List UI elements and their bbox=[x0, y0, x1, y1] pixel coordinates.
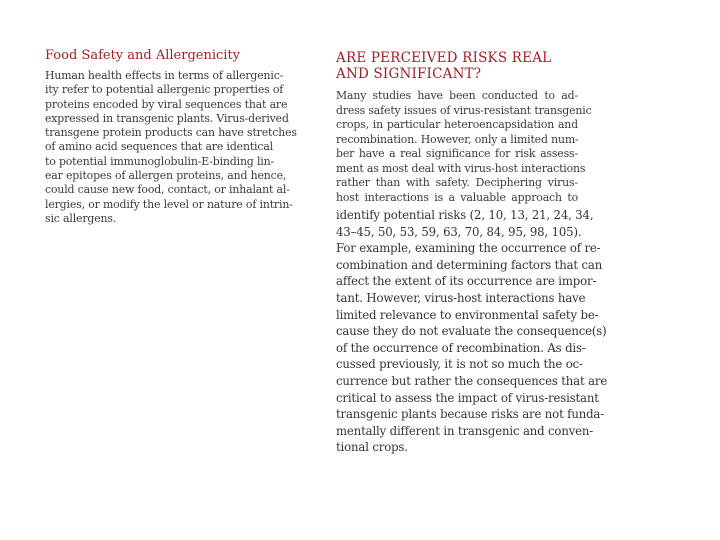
text-line: ment as most deal with virus-host interactions bbox=[336, 161, 586, 175]
left-body-text bbox=[45, 69, 297, 226]
text-line: lergies, or modify the level or nature of intrin- bbox=[45, 197, 293, 211]
text-line: rather than with safety. Deciphering virus- bbox=[336, 176, 578, 189]
text-line: cause they do not evaluate the consequence(s) bbox=[336, 324, 607, 339]
text-line: limited relevance to environmental safety be- bbox=[336, 307, 599, 322]
section-heading-perceived-risks bbox=[336, 50, 578, 82]
text-line: tional crops. bbox=[336, 440, 408, 455]
text-line: Many studies have been conducted to ad- bbox=[336, 89, 578, 102]
right-body-text-part-b bbox=[336, 207, 608, 456]
text-line: cussed previously, it is not so much the oc- bbox=[336, 357, 583, 372]
text-line: ber have a real significance for risk assess- bbox=[336, 147, 578, 160]
text-line: ity refer to potential allergenic properties of bbox=[45, 83, 284, 97]
text-line: crops, in particular heteroencapsidation and bbox=[336, 118, 578, 131]
text-line: 43–45, 50, 53, 59, 63, 70, 84, 95, 98, 105). bbox=[336, 224, 582, 239]
text-line: recombination. However, only a limited num- bbox=[336, 132, 579, 146]
heading-line: ARE PERCEIVED RISKS REAL bbox=[336, 50, 552, 66]
text-line: tant. However, virus-host interactions have bbox=[336, 290, 586, 305]
text-line: Human health effects in terms of allergenic- bbox=[45, 69, 284, 82]
left-column bbox=[45, 48, 297, 226]
text-line: For example, examining the occurrence of re- bbox=[336, 241, 601, 256]
text-line: sic allergens. bbox=[45, 211, 117, 225]
text-line: transgenic plants because risks are not funda- bbox=[336, 407, 605, 422]
text-line: currence but rather the consequences that are bbox=[336, 373, 608, 388]
text-line: combination and determining factors that can bbox=[336, 257, 603, 272]
text-line: proteins encoded by viral sequences that are bbox=[45, 97, 288, 111]
text-line: dress safety issues of virus-resistant transgenic bbox=[336, 103, 592, 117]
heading-line: AND SIGNIFICANT? bbox=[336, 66, 482, 82]
text-line: critical to assess the impact of virus-resistant bbox=[336, 390, 599, 405]
text-line: of amino acid sequences that are identical bbox=[45, 140, 273, 154]
text-line: identify potential risks (2, 10, 13, 21, 24, 34, bbox=[336, 208, 594, 222]
text-line: of the occurrence of recombination. As dis- bbox=[336, 340, 586, 355]
text-line: to potential immunoglobulin-E-binding lin- bbox=[45, 154, 274, 168]
text-line: transgene protein products can have stretches bbox=[45, 126, 297, 140]
text-line: expressed in transgenic plants. Virus-derived bbox=[45, 111, 289, 125]
text-line: host interactions is a valuable approach to bbox=[336, 190, 578, 204]
section-heading-food-safety: Food Safety and Allergenicity bbox=[45, 48, 241, 63]
text-line: affect the extent of its occurrence are impor- bbox=[336, 274, 597, 289]
right-body-text-part-a bbox=[336, 89, 592, 205]
text-line: could cause new food, contact, or inhalant al- bbox=[45, 183, 290, 197]
right-column bbox=[336, 50, 608, 456]
text-line: mentally different in transgenic and conven- bbox=[336, 423, 594, 438]
text-line: ear epitopes of allergen proteins, and hence, bbox=[45, 169, 287, 183]
